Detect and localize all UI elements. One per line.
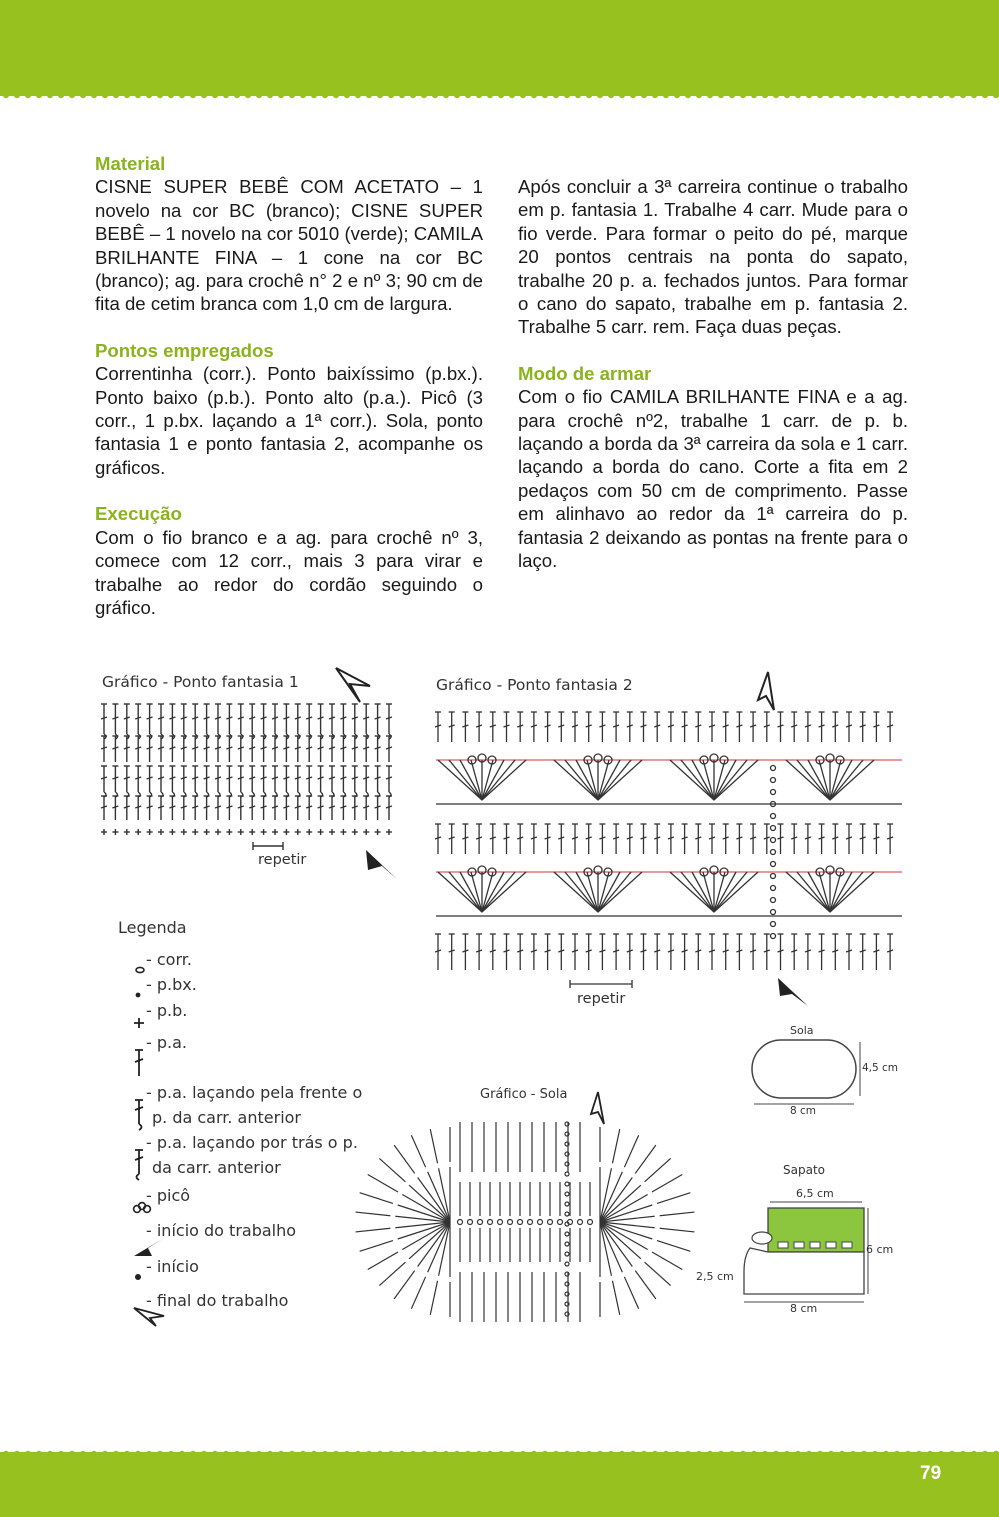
sola-dim-title: Sola xyxy=(790,1024,814,1037)
top-banner xyxy=(0,0,999,96)
legend-item-text: - corr. xyxy=(146,950,192,969)
pf2-repeat-label: repetir xyxy=(577,991,626,1007)
page-number: 79 xyxy=(920,1463,942,1484)
pf1-end-arrow-icon xyxy=(334,664,374,708)
right-column xyxy=(518,175,908,596)
legend-item-text-2: da carr. anterior xyxy=(152,1158,281,1177)
pf1-title: Gráfico - Ponto fantasia 1 xyxy=(102,673,299,691)
legend-item xyxy=(118,1130,358,1180)
pontos-text: Correntinha (corr.). Ponto baixíssimo (p.bx.). Ponto baixo (p.b.). Ponto alto (p.a.). Picô (3 corr., 1 p.bx. laçando a 1ª corr.). Sola, ponto fantasia 1 e ponto fantasia 2, acompanhe os gráficos. xyxy=(95,363,483,478)
modo-heading: Modo de armar xyxy=(518,362,652,384)
pf2-start-arrow-icon xyxy=(776,976,812,1010)
legend-item-text: - p.b. xyxy=(146,1001,188,1020)
legend-item-text: - p.a. laçando por trás o p. xyxy=(146,1133,358,1152)
continuation-text: Após concluir a 3ª carreira continue o trabalho em p. fantasia 1. Trabalhe 4 carr. Mude para o fio verde. Para formar o peito do pé, marque 20 pontos centrais na ponta do sapato, trabalhe 20 p. a. fechados juntos. Para formar o cano do sapato, trabalhe em p. fantasia 2. Trabalhe 5 carr. rem. Faça duas peças. xyxy=(518,176,908,338)
legend-item xyxy=(118,1080,362,1130)
execucao-heading: Execução xyxy=(95,503,182,525)
legend-item xyxy=(118,947,192,972)
sola-chart xyxy=(390,1110,660,1335)
legend-item-text: - p.bx. xyxy=(146,975,197,994)
legend-item-text: - picô xyxy=(146,1186,191,1205)
sapato-bottom-label: 8 cm xyxy=(790,1302,818,1315)
sola-end-arrow-icon xyxy=(588,1090,612,1126)
modo-text: Com o fio CAMILA BRILHANTE FINA e a ag. para crochê nº2, trabalhe 1 carr. de p. b. laçando a borda da 3ª carreira da sola e 1 carr. laçando a borda do cano. Corte a fita em 2 pedaços com 50 cm de comprimento. Passe em alinhavo ao redor da 1ª carreira do p. fantasia 2 deixando as pontas na frente para o laço. xyxy=(518,386,908,572)
legend-item-text: - início do trabalho xyxy=(146,1221,297,1240)
legend-item xyxy=(118,1218,296,1243)
sola-width-label: 8 cm xyxy=(790,1105,817,1117)
legend-item xyxy=(118,1030,187,1055)
pf2-title: Gráfico - Ponto fantasia 2 xyxy=(436,676,633,694)
pf2-chart xyxy=(432,708,912,983)
material-text: CISNE SUPER BEBÊ COM ACETATO – 1 novelo na cor BC (branco); CISNE SUPER BEBÊ – 1 novelo na cor 5010 (verde); CAMILA BRILHANTE FINA – 1 cone na cor BC (branco); ag. para crochê n° 2 e nº 3; 90 cm de fita de cetim branca com 1,0 cm de largura. xyxy=(95,176,483,315)
sapato-front-label: 2,5 cm xyxy=(696,1270,734,1283)
sapato-top-label: 6,5 cm xyxy=(796,1187,834,1200)
sola-dim-diagram xyxy=(748,1036,868,1106)
execucao-text: Com o fio branco e a ag. para crochê nº 3, comece com 12 corr., mais 3 para virar e trabalhe ao redor do cordão seguindo o gráfico. xyxy=(95,526,483,618)
material-section xyxy=(95,152,483,316)
legend-item xyxy=(118,998,187,1023)
sapato-diagram xyxy=(740,1196,870,1306)
legend-item-text: - início xyxy=(146,1257,199,1276)
material-heading: Material xyxy=(95,153,166,174)
legend-item-text: - p.a. laçando pela frente o xyxy=(146,1083,363,1102)
sapato-title: Sapato xyxy=(783,1163,825,1177)
sola-height-label: 4,5 cm xyxy=(862,1062,899,1074)
modo-section xyxy=(518,362,908,573)
pf2-end-arrow-icon xyxy=(754,670,784,714)
top-scallop xyxy=(0,93,999,103)
pf1-chart xyxy=(98,700,398,850)
sapato-height-label: 6 cm xyxy=(866,1243,894,1256)
legend-item-text-2: p. da carr. anterior xyxy=(152,1108,302,1127)
execucao-section xyxy=(95,502,483,619)
legend-item-text: - p.a. xyxy=(146,1033,187,1052)
pontos-heading: Pontos empregados xyxy=(95,339,274,361)
sola-chart-title: Gráfico - Sola xyxy=(480,1087,568,1102)
left-column xyxy=(95,152,483,642)
legend-item xyxy=(118,1183,190,1208)
pf1-start-arrow-icon xyxy=(364,848,400,884)
legend-item xyxy=(118,1254,199,1279)
legend-item xyxy=(118,972,197,997)
legend-item-text: - final do trabalho xyxy=(146,1291,289,1310)
pf1-repeat-label: repetir xyxy=(258,852,307,868)
bottom-banner xyxy=(0,1452,999,1517)
legend-title: Legenda xyxy=(118,918,187,937)
continuation-section xyxy=(518,175,908,339)
legend-item xyxy=(118,1288,288,1313)
pontos-section xyxy=(95,339,483,479)
